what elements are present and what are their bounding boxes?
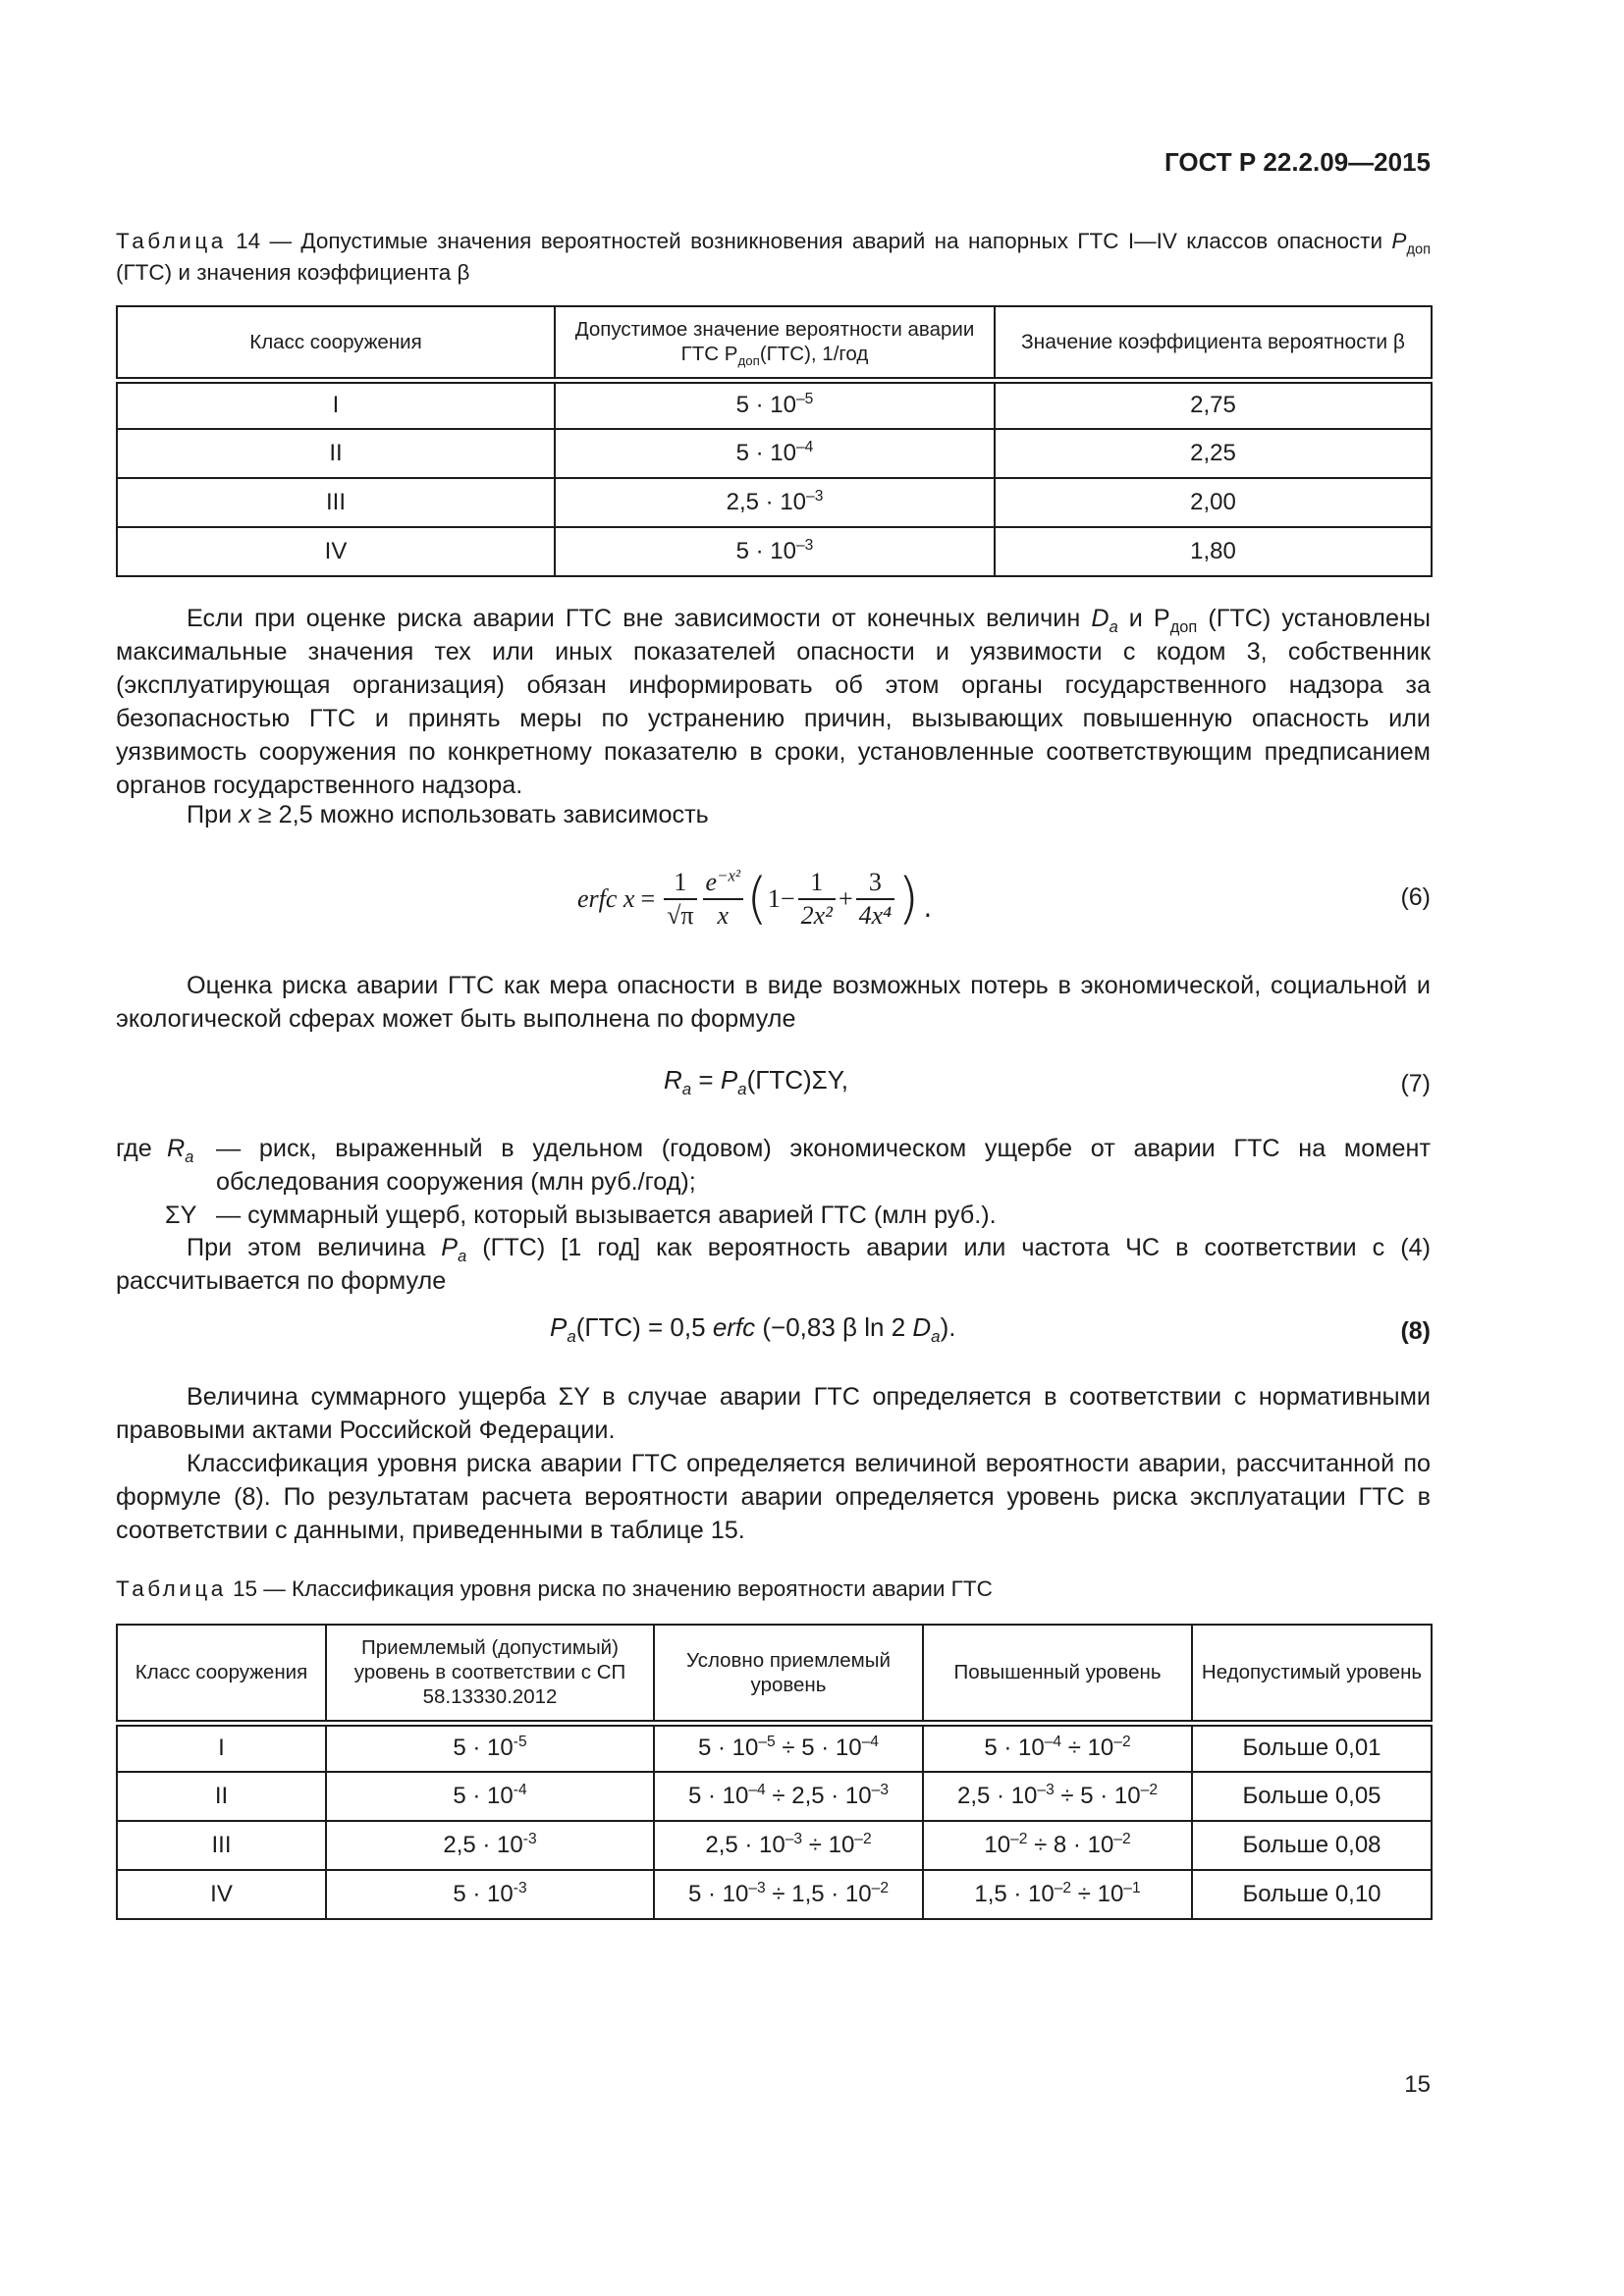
equation-number-6: (6) bbox=[1400, 883, 1431, 911]
table15-header-acceptable: Приемлемый (допустимый) уровень в соответствии с СП 58.13330.2012 bbox=[326, 1625, 654, 1723]
table-row: IV $5 \cdot 10^{-3}$ 1,80 bbox=[117, 527, 1432, 576]
table14-caption: Таблица 14 — Допустимые значения вероятностей возникновения аварий на напорных ГТС I—IV классов опасности $P_{доп}$ (ГТС) и значения коэффициента β bbox=[116, 229, 1431, 285]
table-row: I $5 \cdot 10^{-5}$ 2,75 bbox=[117, 380, 1432, 429]
table14-header-row bbox=[117, 306, 1432, 380]
table-row: II $5 \cdot 10^{-4}$ 2,25 bbox=[117, 429, 1432, 478]
table15-caption: Таблица 15 — Классификация уровня риска по значению вероятности аварии ГТС bbox=[116, 1576, 993, 1601]
table15-header-conditional: Условно приемлемый уровень bbox=[654, 1625, 923, 1723]
table14-header-class: Класс сооружения bbox=[117, 306, 555, 380]
formula-7: $R_a = P_a(ГТС)\Sigma Y$, bbox=[664, 1065, 848, 1099]
table-row: III $2,5 \cdot 10^{-3}$ $2,5 \cdot 10^{-3} \div 10^{-2}$ $10^{-2} \div 8 \cdot 10^{-2}$ Больше 0,08 bbox=[117, 1821, 1432, 1870]
definition-sum-y: ΣY — суммарный ущерб, который вызывается аварией ГТС (млн руб.). bbox=[165, 1201, 997, 1229]
formula-6: erfc x = $\frac{1}{√\pi}$ $\frac{e^{-x^2}}{x}$ ( 1− $\frac{1}{\text{2x²}}$ + $\frac{3}{\text{4x⁴}}$ ). bbox=[577, 866, 937, 931]
table14-label: Таблица bbox=[116, 229, 227, 253]
formula-8: $P_a(ГТС) = 0,5$ erfc (−0,83 β ln 2 $D_a$). bbox=[550, 1312, 956, 1347]
table15-header-class: Класс сооружения bbox=[117, 1625, 326, 1723]
table-14 bbox=[116, 305, 1433, 577]
table-row: II $5 \cdot 10^{-4}$ $5 \cdot 10^{-4} \div 2,5 \cdot 10^{-3}$ $2,5 \cdot 10^{-3} \div 5 \cdot 10^{-2}$ Больше 0,05 bbox=[117, 1772, 1432, 1821]
page-number: 15 bbox=[1404, 2071, 1431, 2098]
equation-number-7: (7) bbox=[1400, 1070, 1431, 1097]
table-row: I $5 \cdot 10^{-5}$ $5 \cdot 10^{-5} \div 5 \cdot 10^{-4}$ $5 \cdot 10^{-4} \div 10^{-2}$ Больше 0,01 bbox=[117, 1723, 1432, 1772]
table-row: IV $5 \cdot 10^{-3}$ $5 \cdot 10^{-3} \div 1,5 \cdot 10^{-2}$ $1,5 \cdot 10^{-2} \div 10^{-1}$ Больше 0,10 bbox=[117, 1870, 1432, 1919]
definition-ra: где $R_a$ — риск, выраженный в удельном (годовом) экономическом ущербе от аварии ГТС на момент обследования сооружения (млн руб./год); bbox=[116, 1135, 1431, 1196]
paragraph-total-damage: Величина суммарного ущерба ΣY в случае аварии ГТС определяется в соответствии с нормативными правовыми актами Российской Федерации. bbox=[116, 1383, 1431, 1444]
table14-header-beta: Значение коэффициента вероятности β bbox=[995, 306, 1432, 380]
equation-number-8: (8) bbox=[1400, 1317, 1431, 1345]
paragraph-risk-estimate: Оценка риска аварии ГТС как мера опасности в виде возможных потерь в экономической, социальной и экологической сферах может быть выполнена по формуле bbox=[116, 972, 1431, 1033]
table-15 bbox=[116, 1624, 1433, 1920]
table15-header-row bbox=[117, 1625, 1432, 1723]
paragraph-erfc-intro: При x ≥ 2,5 можно использовать зависимость bbox=[187, 801, 709, 828]
table15-label: Таблица bbox=[116, 1576, 227, 1601]
table14-header-probability: Допустимое значение вероятности аварии ГТС $P_{доп}(ГТС)$, 1/год bbox=[555, 306, 995, 380]
table-row: III $2,5 \cdot 10^{-3}$ 2,00 bbox=[117, 478, 1432, 527]
paragraph-risk-measures: Если при оценке риска аварии ГТС вне зависимости от конечных величин $D_a$ и $P_{доп}$ (ГТС) установлены максимальные значения тех или иных показателей опасности и уязвимости с кодом 3, собственник (эксплуатирующая организация) обязан информировать об этом органы государственного надзора за безопасностью ГТС и принять меры по устранению причин, вызывающих повышенную опасность или уязвимость сооружения по конкретному показателю в сроки, установленные соответствующим предписанием органов государственного надзора. bbox=[116, 605, 1432, 799]
paragraph-risk-classification: Классификация уровня риска аварии ГТС определяется величиной вероятности аварии, рассчитанной по формуле (8). По результатам расчета вероятности аварии определяется уровень риска эксплуатации ГТС в соответствии с данными, приведенными в таблице 15. bbox=[116, 1450, 1431, 1544]
table15-header-elevated: Повышенный уровень bbox=[923, 1625, 1192, 1723]
table15-header-unacceptable: Недопустимый уровень bbox=[1192, 1625, 1432, 1723]
paragraph-pa-intro: При этом величина $P_a$ (ГТС) [1 год] как вероятность аварии или частота ЧС в соответствии с (4) рассчитывается по формуле bbox=[116, 1234, 1431, 1295]
document-id: ГОСТ Р 22.2.09—2015 bbox=[1164, 147, 1431, 177]
